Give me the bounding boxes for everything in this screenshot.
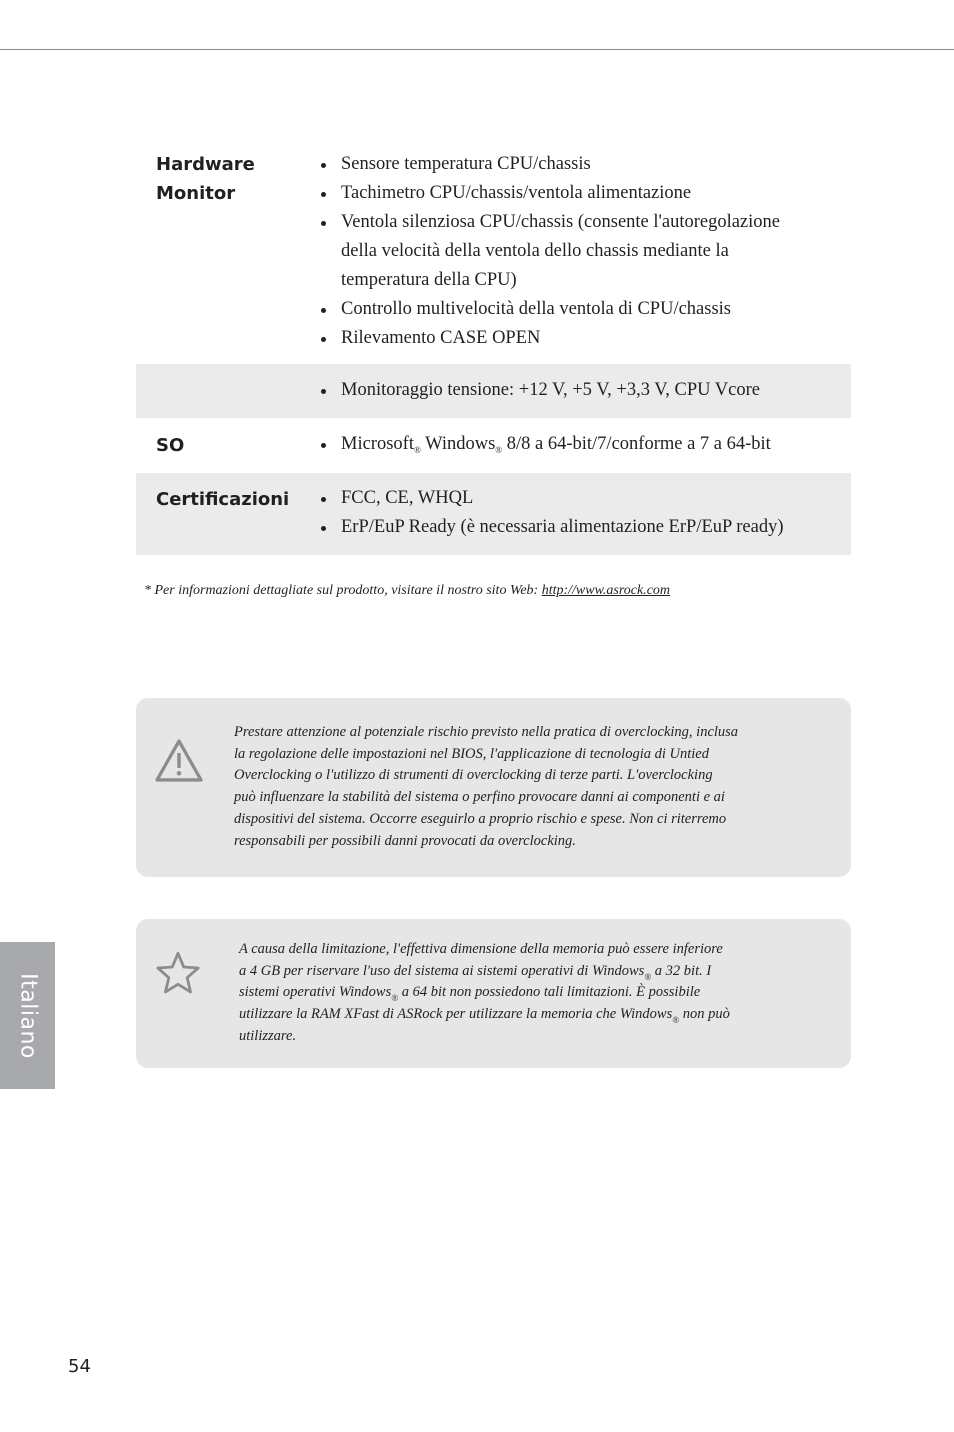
spec-row-certifications <box>136 473 851 555</box>
note-line: A causa della limitazione, l'effettiva dimensione della memoria può essere inferiore <box>239 941 723 957</box>
registered-mark: ® <box>495 445 503 455</box>
registered-mark: ® <box>413 445 421 455</box>
note-line: può influenzare la stabilità del sistema o perfino provocare danni ai componenti e ai <box>234 789 725 806</box>
spec-label-certifications: Certificazioni <box>156 489 290 510</box>
spec-list-hardware-monitor <box>320 150 820 353</box>
caution-note <box>136 698 851 877</box>
registered-mark: ® <box>644 971 652 982</box>
spec-item-os <box>320 430 820 459</box>
note-line <box>239 982 839 1004</box>
spec-text: 8/8 a 64-bit/7/conforme a 7 a 64-bit <box>502 434 771 454</box>
note-line: la regolazione delle impostazioni nel BIOS, l'applicazione di tecnologia di Untied <box>234 745 709 762</box>
star-note-text <box>239 939 839 1048</box>
star-icon <box>155 951 201 995</box>
spec-label-line: Monitor <box>156 183 236 204</box>
spec-item: FCC, CE, WHQL <box>320 484 820 513</box>
spec-item <box>320 208 820 295</box>
spec-item: Monitoraggio tensione: +12 V, +5 V, +3,3 V, CPU Vcore <box>320 376 820 405</box>
spec-item-line: Ventola silenziosa CPU/chassis (consente l'autoregolazione <box>341 212 780 232</box>
footnote <box>144 581 844 601</box>
spec-item-line: della velocità della ventola dello chassis mediante la <box>341 241 729 261</box>
spec-label-line: Hardware <box>156 154 255 175</box>
asrock-website-link[interactable]: http://www.asrock.com <box>541 583 671 598</box>
language-tab-label: Italiano <box>15 972 40 1059</box>
note-line: Prestare attenzione al potenziale rischio previsto nella pratica di overclocking, inclusa <box>234 724 739 740</box>
registered-mark: ® <box>391 993 399 1004</box>
page-number: 54 <box>68 1356 91 1377</box>
spec-row-hardware-monitor-continued <box>136 364 851 418</box>
note-text: utilizzare la RAM XFast di ASRock per utilizzare la memoria che Windows <box>239 1006 673 1023</box>
spec-row-os <box>136 418 851 473</box>
note-line: responsabili per possibili danni provocati da overclocking. <box>234 832 576 849</box>
spec-item: Sensore temperatura CPU/chassis <box>320 150 820 179</box>
spec-item: ErP/EuP Ready (è necessaria alimentazione ErP/EuP ready) <box>320 513 820 542</box>
spec-list-voltage <box>320 376 820 405</box>
spec-text: Windows <box>420 434 496 454</box>
spec-item: Controllo multivelocità della ventola di CPU/chassis <box>320 295 820 324</box>
footnote-text: * Per informazioni dettagliate sul prodotto, visitare il nostro sito Web: <box>144 583 542 598</box>
note-line: utilizzare. <box>239 1027 297 1044</box>
spec-item: Tachimetro CPU/chassis/ventola alimentazione <box>320 179 820 208</box>
star-note <box>136 919 851 1068</box>
note-text: a 64 bit non possiedono tali limitazioni. È possibile <box>398 984 701 1001</box>
note-text: a 32 bit. I <box>651 962 712 979</box>
note-line: dispositivi del sistema. Occorre eseguirlo a proprio rischio e spese. Non ci riterremo <box>234 810 727 827</box>
spec-list-certifications <box>320 484 820 542</box>
spec-item-line: temperatura della CPU) <box>341 270 517 290</box>
spec-text: Microsoft <box>341 434 414 454</box>
note-line <box>239 1004 839 1026</box>
registered-mark: ® <box>672 1015 680 1026</box>
note-text: a 4 GB per riservare l'uso del sistema ai sistemi operativi di Windows <box>239 962 645 979</box>
spec-item: Rilevamento CASE OPEN <box>320 324 820 353</box>
warning-triangle-icon <box>154 738 204 783</box>
note-line: Overclocking o l'utilizzo di strumenti di overclocking di terze parti. L'overclocking <box>234 767 713 784</box>
caution-note-text <box>234 722 834 852</box>
note-line <box>239 961 839 983</box>
spec-row-hardware-monitor <box>136 150 851 364</box>
top-rule <box>0 49 954 50</box>
spec-label-os: SO <box>156 435 185 456</box>
spec-list-os <box>320 430 820 459</box>
language-tab <box>0 942 55 1089</box>
spec-label-hardware-monitor <box>156 150 255 208</box>
note-text: sistemi operativi Windows <box>239 984 392 1001</box>
note-text: non può <box>679 1006 730 1023</box>
